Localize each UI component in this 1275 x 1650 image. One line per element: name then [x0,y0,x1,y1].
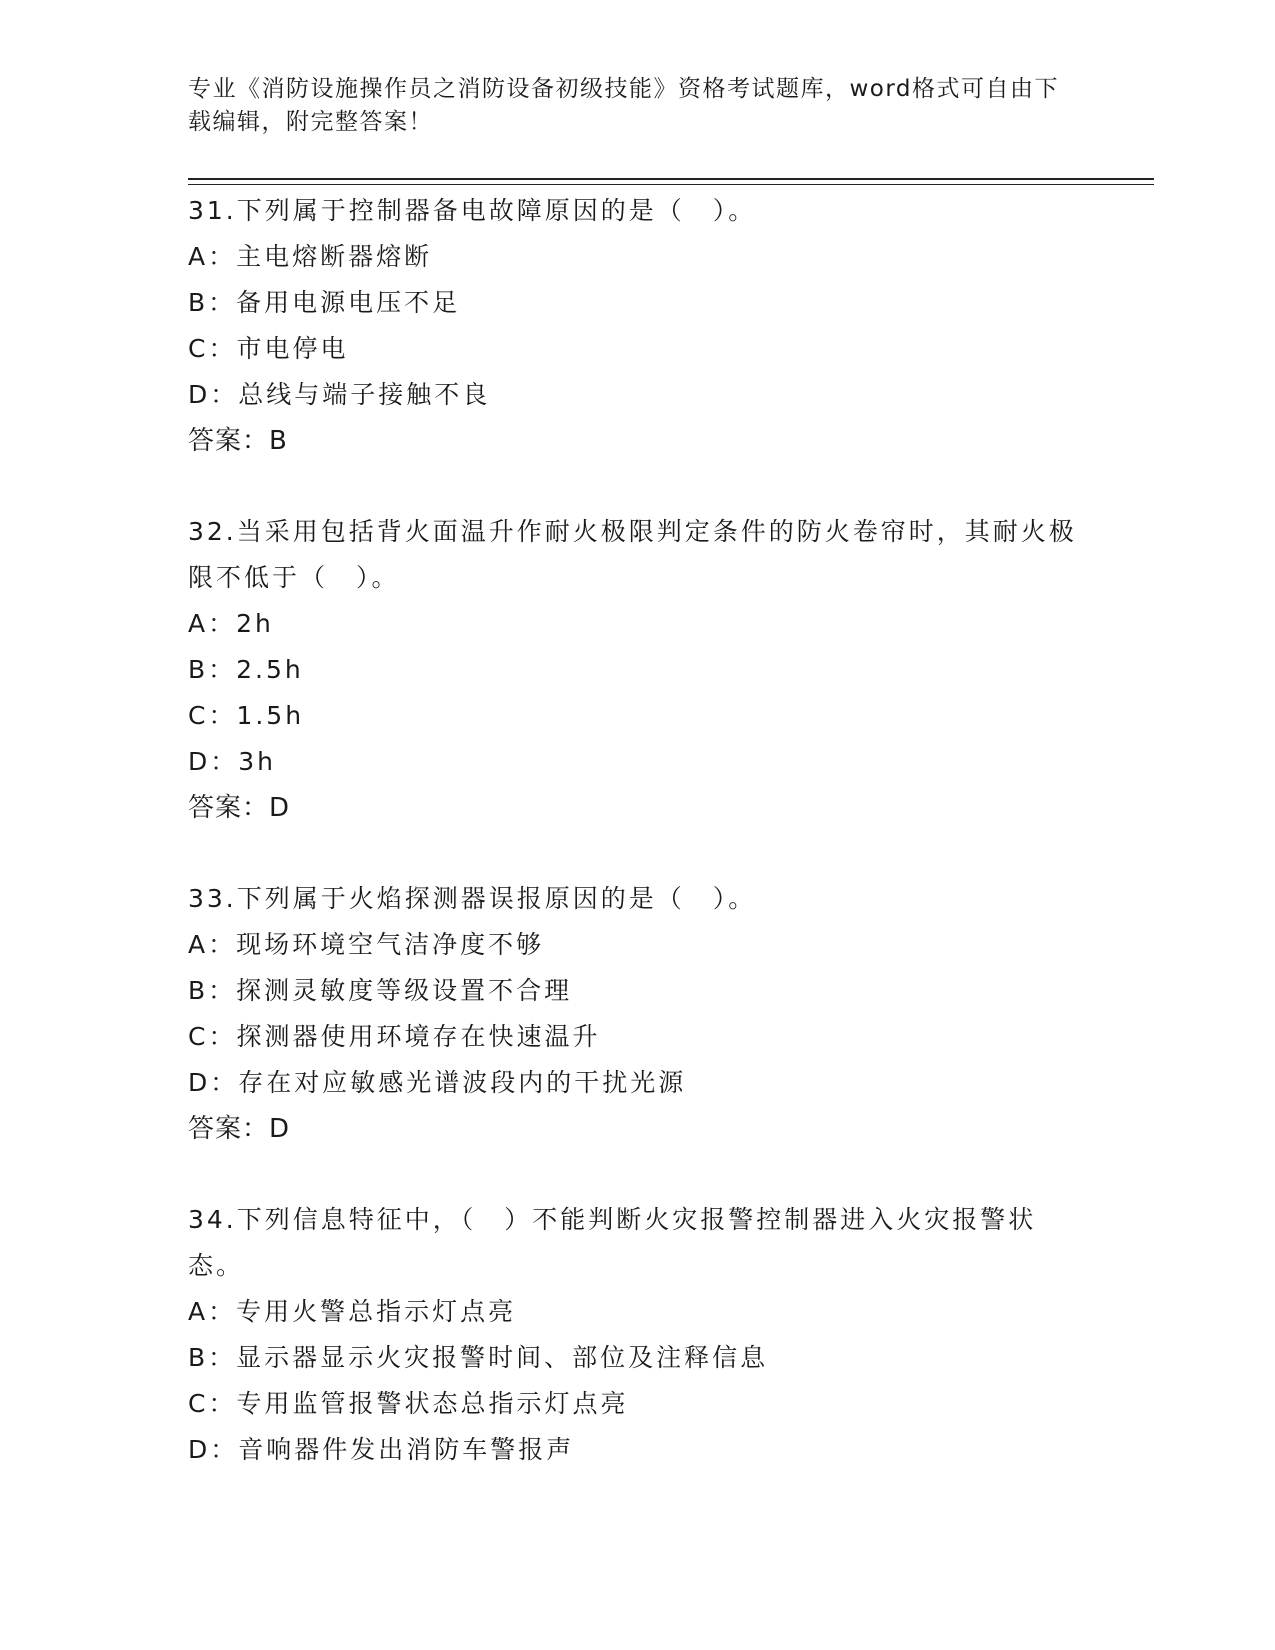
spacer [188,1152,1088,1197]
question-31 [188,188,1088,464]
question-text: 34.下列信息特征中，（ ）不能判断火灾报警控制器进入火灾报警状态。 [188,1205,1037,1280]
answer: 答案：B [188,426,288,456]
spacer [188,464,1088,509]
header-rule-thick [188,178,1154,180]
option-b: B：显示器显示火灾报警时间、部位及注释信息 [188,1343,769,1372]
header-rule-thin [188,184,1154,185]
option-c: C：专用监管报警状态总指示灯点亮 [188,1389,629,1418]
option-a: A：主电熔断器熔断 [188,242,433,271]
option-b: B：2.5h [188,655,304,684]
option-c: C：1.5h [188,701,305,730]
question-32 [188,509,1088,831]
option-d: D：3h [188,747,277,776]
option-d: D：总线与端子接触不良 [188,380,491,409]
option-d: D：音响器件发出消防车警报声 [188,1435,575,1464]
answer: 答案：D [188,1114,291,1144]
option-b: B：备用电源电压不足 [188,288,461,317]
question-34 [188,1197,1088,1473]
spacer [188,831,1088,876]
question-33 [188,876,1088,1152]
document-header: 专业《消防设施操作员之消防设备初级技能》资格考试题库，word格式可自由下载编辑，附完整答案！ [188,76,1060,135]
option-a: A：现场环境空气洁净度不够 [188,930,545,959]
option-c: C：市电停电 [188,334,349,363]
option-a: A：专用火警总指示灯点亮 [188,1297,517,1326]
option-c: C：探测器使用环境存在快速温升 [188,1022,601,1051]
option-a: A：2h [188,609,274,638]
option-d: D：存在对应敏感光谱波段内的干扰光源 [188,1068,687,1097]
answer: 答案：D [188,793,291,823]
option-b: B：探测灵敏度等级设置不合理 [188,976,573,1005]
question-text: 32.当采用包括背火面温升作耐火极限判定条件的防火卷帘时，其耐火极限不低于（ ）。 [188,517,1077,592]
question-list [188,188,1088,1473]
question-text: 33.下列属于火焰探测器误报原因的是（ ）。 [188,884,757,913]
question-text: 31.下列属于控制器备电故障原因的是（ ）。 [188,196,757,225]
